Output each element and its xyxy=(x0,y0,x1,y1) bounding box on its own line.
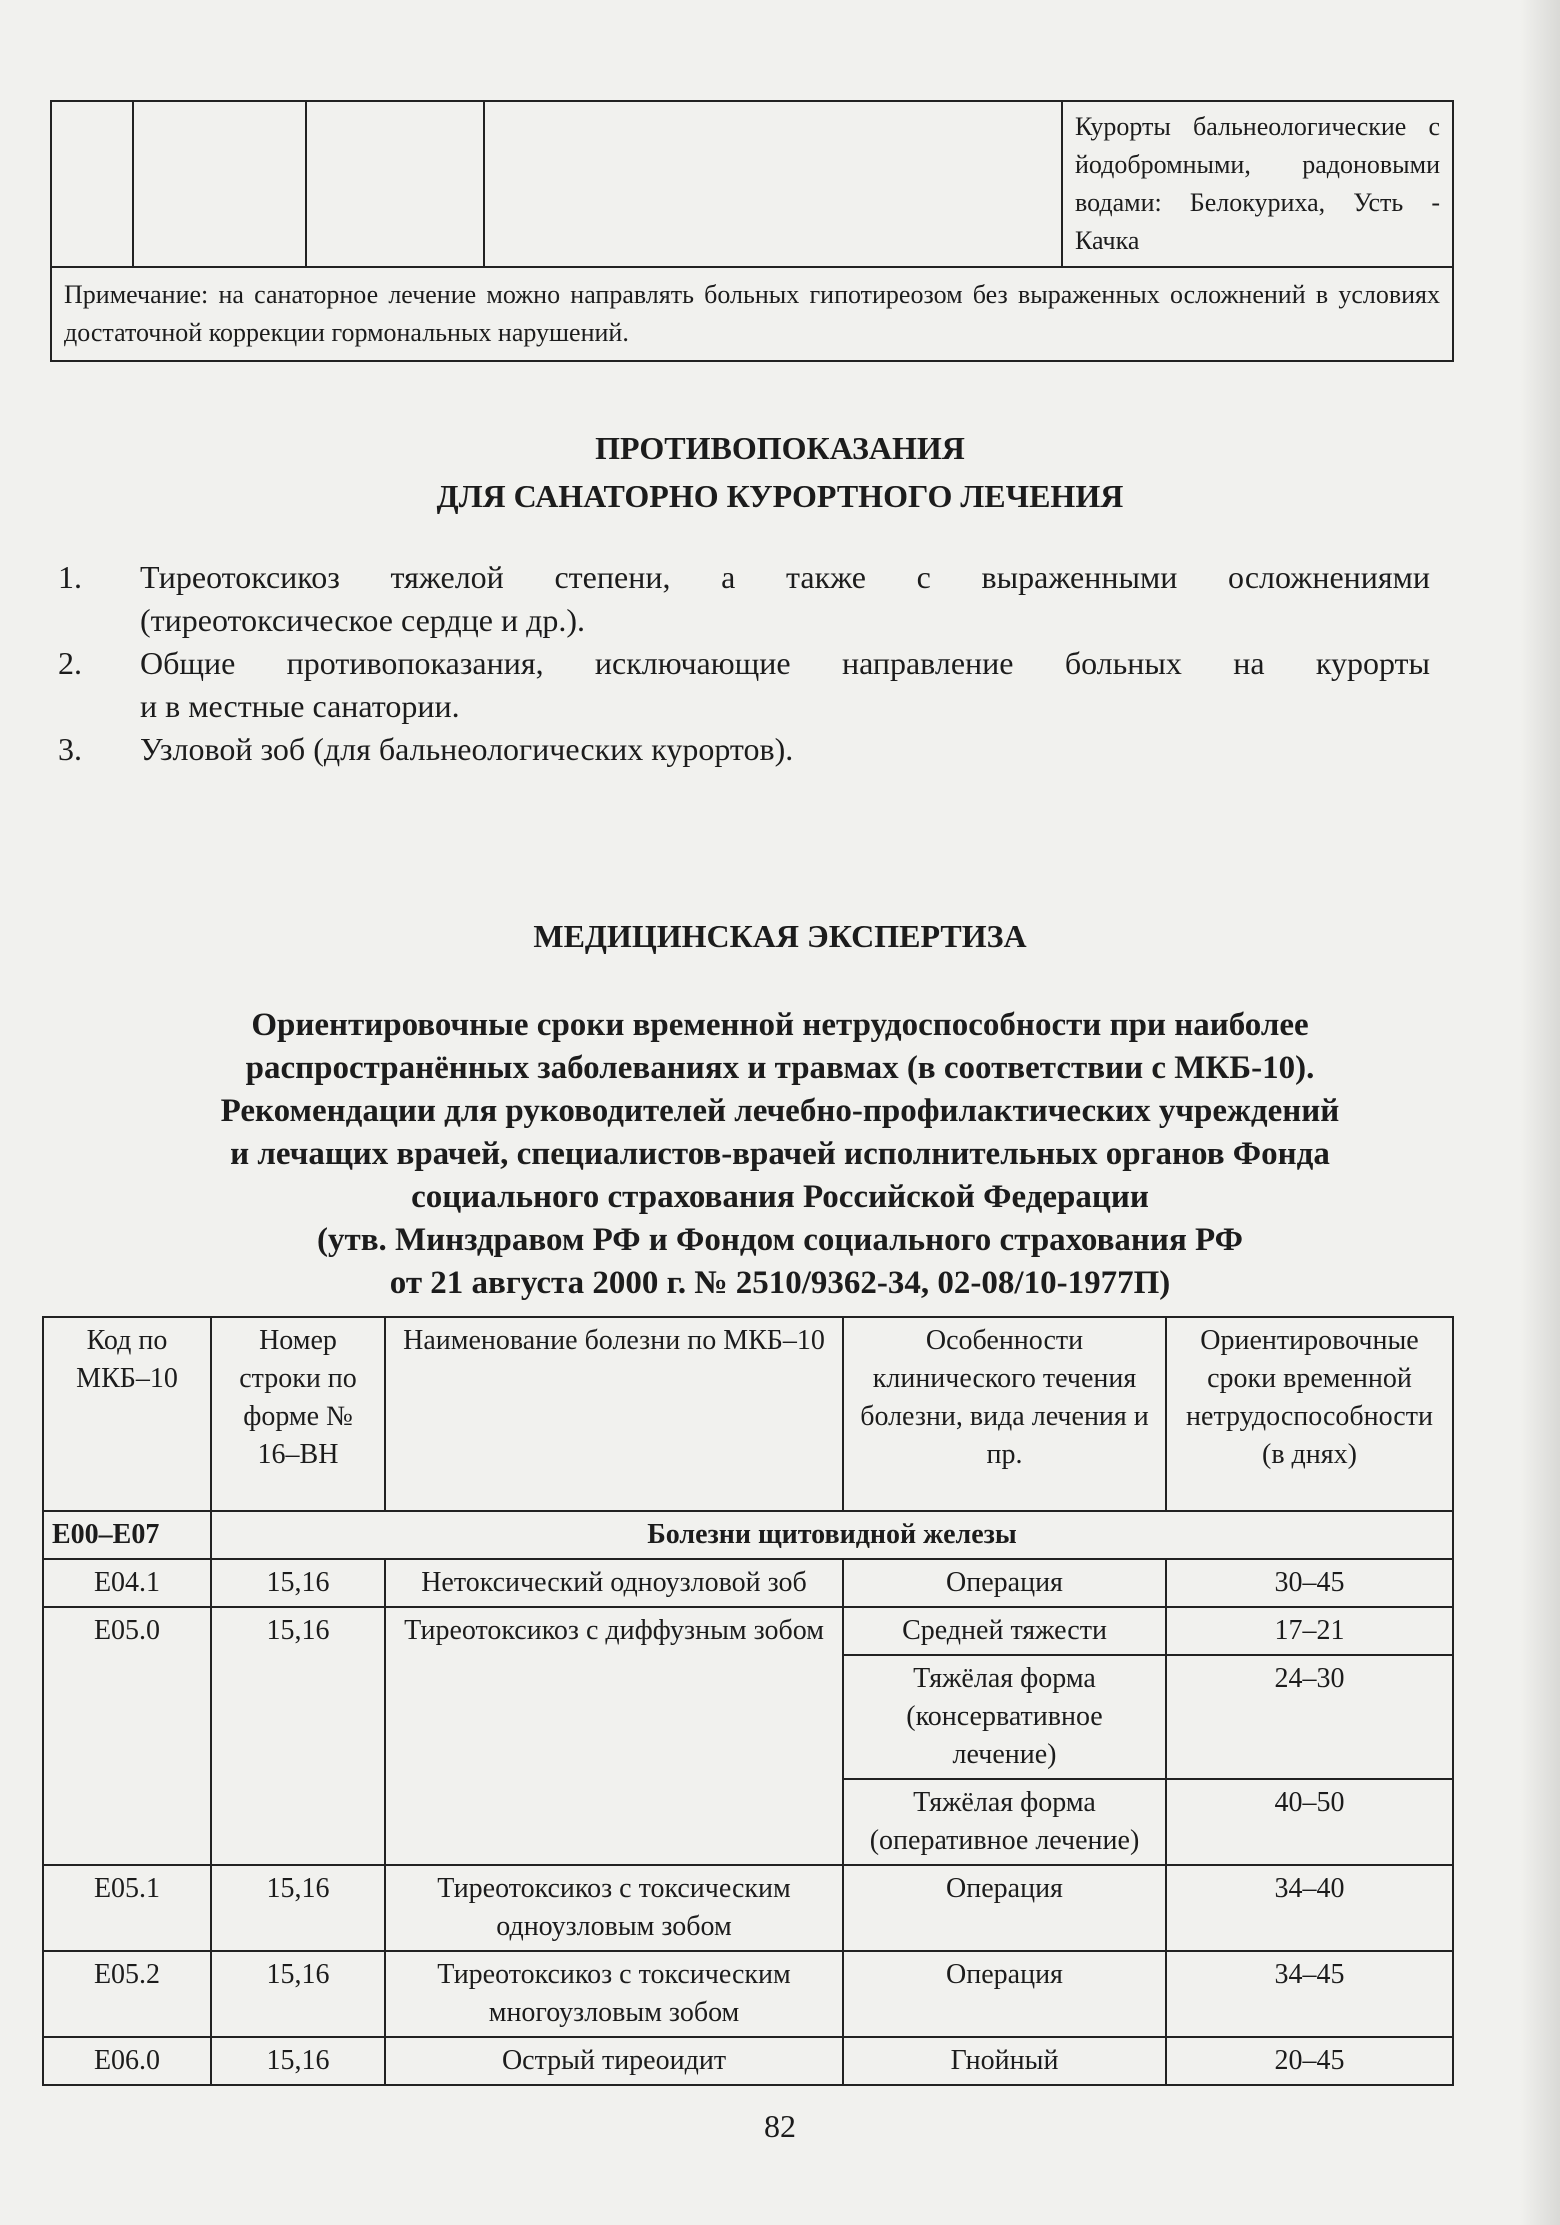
table-header-row xyxy=(43,1317,1453,1511)
terms-cell: 20–45 xyxy=(1166,2037,1453,2085)
group-code: E00–E07 xyxy=(43,1511,211,1559)
code-cell: E05.0 xyxy=(43,1607,211,1865)
sick-leave-table xyxy=(42,1316,1454,2086)
resort-cell xyxy=(1062,101,1453,267)
code-cell: E05.1 xyxy=(43,1865,211,1951)
empty-cell xyxy=(51,101,133,267)
group-name: Болезни щитовидной железы xyxy=(211,1511,1453,1559)
expertise-title: МЕДИЦИНСКАЯ ЭКСПЕРТИЗА xyxy=(533,918,1027,954)
table-row xyxy=(43,1951,1453,2037)
header-code: Код по МКБ–10 xyxy=(43,1317,211,1511)
resort-line: Курорты бальнеологические с xyxy=(1075,112,1440,141)
list-text: и в местные санатории. xyxy=(140,688,460,724)
list-number: 3. xyxy=(58,731,82,767)
code-cell: E04.1 xyxy=(43,1559,211,1607)
table-row xyxy=(43,1559,1453,1607)
subtitle-line: социального страхования Российской Федерации xyxy=(411,1179,1149,1215)
terms-cell: 30–45 xyxy=(1166,1559,1453,1607)
row-number-cell: 15,16 xyxy=(211,2037,385,2085)
expertise-subtitle xyxy=(60,1004,1500,1305)
resort-line: йодобромными, радоновыми xyxy=(1075,150,1440,179)
previous-table-fragment xyxy=(50,100,1454,362)
features-cell: Тяжёлая форма (консервативное лечение) xyxy=(843,1655,1166,1779)
page-number: 82 xyxy=(764,2108,796,2144)
table-row xyxy=(43,1607,1453,1655)
contraindications-title xyxy=(0,424,1560,520)
subtitle-line: распространённых заболеваниях и травмах (в соответствии с МКБ-10). xyxy=(245,1050,1315,1086)
list-item xyxy=(50,728,1430,771)
note-text: Примечание: на санаторное лечение можно направлять больных гипотиреозом без выраженных осложнений в условиях достаточной коррекции гормональных нарушений. xyxy=(51,267,1453,361)
row-number-cell: 15,16 xyxy=(211,1951,385,2037)
contraindications-list xyxy=(50,556,1430,771)
list-text: Узловой зоб (для бальнеологических курортов). xyxy=(140,731,794,767)
header-disease-name: Наименование болезни по МКБ–10 xyxy=(385,1317,843,1511)
page-edge-shadow xyxy=(1520,0,1560,2225)
disease-name-cell: Нетоксический одноузловой зоб xyxy=(385,1559,843,1607)
title-line: ДЛЯ САНАТОРНО КУРОРТНОГО ЛЕЧЕНИЯ xyxy=(436,478,1124,514)
list-text: (тиреотоксическое сердце и др.). xyxy=(140,602,586,638)
resort-line: водами: Белокуриха, Усть - xyxy=(1075,188,1440,217)
table-row xyxy=(43,1865,1453,1951)
empty-cell xyxy=(484,101,1062,267)
terms-cell: 24–30 xyxy=(1166,1655,1453,1779)
table-row xyxy=(43,2037,1453,2085)
disease-name-cell: Тиреотоксикоз с токсическим многоузловым зобом xyxy=(385,1951,843,2037)
list-number: 1. xyxy=(58,559,82,595)
terms-cell: 34–40 xyxy=(1166,1865,1453,1951)
subtitle-line: Ориентировочные сроки временной нетрудоспособности при наиболее xyxy=(251,1007,1309,1043)
features-cell: Операция xyxy=(843,1559,1166,1607)
features-cell: Тяжёлая форма (оперативное лечение) xyxy=(843,1779,1166,1865)
features-cell: Операция xyxy=(843,1865,1166,1951)
code-cell: E05.2 xyxy=(43,1951,211,2037)
table-row xyxy=(43,1511,1453,1559)
list-item xyxy=(50,642,1430,728)
list-text: Тиреотоксикоз тяжелой степени, а также с выраженными осложнениями xyxy=(140,559,1430,595)
row-number-cell: 15,16 xyxy=(211,1865,385,1951)
disease-name-cell: Острый тиреоидит xyxy=(385,2037,843,2085)
row-number-cell: 15,16 xyxy=(211,1559,385,1607)
empty-cell xyxy=(133,101,306,267)
header-features: Особенности клинического течения болезни, вида лечения и пр. xyxy=(843,1317,1166,1511)
subtitle-line: от 21 августа 2000 г. № 2510/9362-34, 02-08/10-1977П) xyxy=(389,1265,1171,1301)
list-text: Общие противопоказания, исключающие направление больных на курорты xyxy=(140,645,1430,681)
list-number: 2. xyxy=(58,645,82,681)
subtitle-line: и лечащих врачей, специалистов-врачей исполнительных органов Фонда xyxy=(230,1136,1330,1172)
terms-cell: 40–50 xyxy=(1166,1779,1453,1865)
subtitle-line: (утв. Минздравом РФ и Фондом социального страхования РФ xyxy=(317,1222,1243,1258)
disease-name-cell: Тиреотоксикоз с токсическим одноузловым зобом xyxy=(385,1865,843,1951)
features-cell: Гнойный xyxy=(843,2037,1166,2085)
resort-line: Качка xyxy=(1075,226,1140,255)
terms-cell: 17–21 xyxy=(1166,1607,1453,1655)
features-cell: Операция xyxy=(843,1951,1166,2037)
header-terms: Ориентировочные сроки временной нетрудоспособности (в днях) xyxy=(1166,1317,1453,1511)
code-cell: E06.0 xyxy=(43,2037,211,2085)
header-row-number: Номер строки по форме № 16–ВН xyxy=(211,1317,385,1511)
subtitle-line: Рекомендации для руководителей лечебно-профилактических учреждений xyxy=(220,1093,1340,1129)
title-line: ПРОТИВОПОКАЗАНИЯ xyxy=(595,430,965,466)
list-item xyxy=(50,556,1430,642)
disease-name-cell: Тиреотоксикоз с диффузным зобом xyxy=(385,1607,843,1865)
features-cell: Средней тяжести xyxy=(843,1607,1166,1655)
table-row xyxy=(51,101,1453,267)
terms-cell: 34–45 xyxy=(1166,1951,1453,2037)
row-number-cell: 15,16 xyxy=(211,1607,385,1865)
empty-cell xyxy=(306,101,484,267)
table-row xyxy=(51,267,1453,361)
